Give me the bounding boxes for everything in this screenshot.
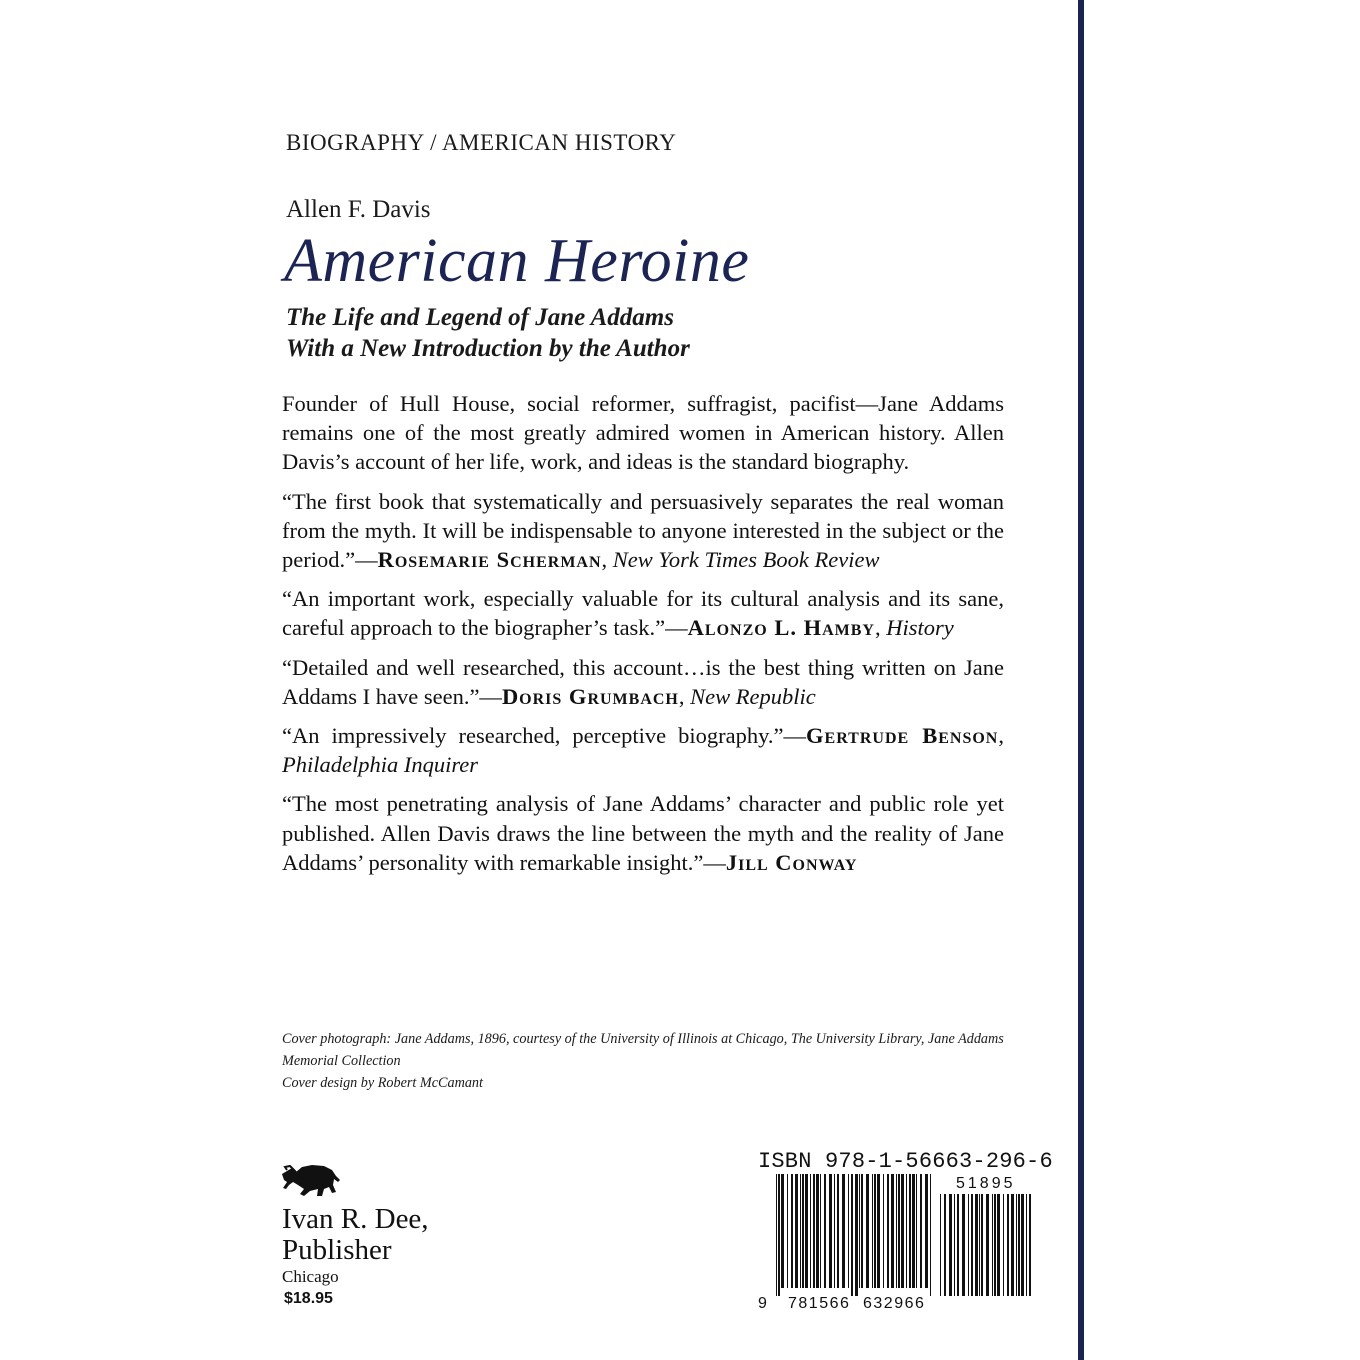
barcode-bar [997,1194,1000,1296]
review-source: History [886,615,954,641]
reviewer-name: Jill Conway [725,849,858,875]
barcode-bar [975,1194,978,1296]
price-label: $18.95 [284,1290,333,1307]
barcode-bar [829,1174,832,1288]
reviewer-name: Doris Grumbach [501,683,679,709]
barcode-bar [949,1194,952,1296]
elephant-icon [278,1158,342,1200]
barcode-bar [776,1174,777,1296]
category-label: BIOGRAPHY / AMERICAN HISTORY [286,130,677,155]
barcode-bar [781,1174,784,1288]
barcode-bar [1018,1194,1020,1296]
publisher-line-1: Ivan R. Dee, [282,1203,429,1235]
isbn-label: ISBN 978-1-56663-296-6 [758,1149,1053,1174]
review-quote: “An impressively researched, perceptive biography.”—Gertrude Benson, Philadelphia Inquirer [282,723,1004,778]
barcode-bar [891,1174,894,1288]
barcode-bar [1011,1194,1014,1296]
reviewer-name: Gertrude Benson [806,723,999,749]
barcode-bar [837,1174,839,1288]
barcode-bar [866,1174,869,1288]
barcode-bar [901,1174,904,1288]
barcode-bar [887,1174,889,1288]
review-source: Philadelphia Inquirer [282,752,479,778]
barcode-bar [791,1174,793,1288]
barcode-bar [906,1174,907,1288]
book-subtitle [286,302,690,364]
barcode-bar [986,1194,989,1296]
barcode-bar [971,1194,973,1296]
publisher-line-2: Publisher [282,1234,392,1266]
barcode-bar [802,1174,804,1288]
barcode-bar [855,1174,858,1296]
barcode-bar [962,1194,965,1296]
barcode-bar [805,1174,808,1288]
barcode-bar [820,1174,821,1288]
barcode-bar [1007,1194,1009,1296]
price-addon-digits: 51895 [956,1175,1016,1192]
barcode-bar [898,1174,900,1288]
barcode-bar [872,1174,873,1288]
review-quote: “An important work, especially valuable for its cultural analysis and its sane, careful approach to the biographer’s task.”—Alonzo L. Hamby, History [282,586,1004,641]
reviewer-name: Alonzo L. Hamby [687,615,875,641]
barcode-bar [874,1174,876,1288]
barcode-bar [1003,1194,1004,1296]
book-title: American Heroine [284,227,750,295]
barcode-bar [920,1174,922,1288]
barcode-bar [925,1174,928,1288]
barcode-bar [834,1174,835,1288]
barcode-bar [861,1174,863,1288]
barcode-bar [816,1174,819,1288]
barcode-bar [795,1174,798,1288]
barcode-bar [909,1174,911,1288]
publisher-name [282,1204,429,1266]
barcode-bar [957,1194,959,1296]
cover-credits [282,1028,1012,1094]
barcode-bar [912,1174,915,1288]
review-text: “An impressively researched, perceptive biography.”— [282,723,807,749]
back-cover-copy [282,389,1004,887]
barcode-bar [848,1174,849,1288]
design-credit: Cover design by Robert McCamant [282,1075,483,1091]
barcode-bar [859,1174,860,1288]
barcode-bar [824,1174,826,1288]
barcode-bar [800,1174,801,1288]
ean-first-digit: 9 [758,1295,767,1310]
barcode-bar [992,1194,993,1296]
barcode-bar [954,1194,955,1296]
description-paragraph: Founder of Hull House, social reformer, suffragist, pacifist—Jane Addams remains one of the most greatly admired women in American history. Allen Davis’s account of her life, work, and ideas is the standard biography. [282,391,1004,475]
barcode-bar [851,1174,853,1296]
subtitle-line-1: The Life and Legend of Jane Addams [286,304,674,331]
barcode-bar [1016,1194,1017,1296]
barcode [758,1170,1033,1310]
author-name: Allen F. Davis [286,196,431,223]
barcode-bar [930,1174,931,1296]
barcode-bar [883,1174,884,1288]
reviewer-name: Rosemarie Scherman [377,547,602,573]
barcode-bar [968,1194,969,1296]
price-addon-bars [940,1194,1031,1296]
subtitle-line-2: With a New Introduction by the Author [286,335,690,362]
barcode-bar [940,1194,941,1296]
barcode-bar [787,1174,788,1288]
barcode-bar [916,1174,917,1288]
barcode-bar [1026,1194,1027,1296]
review-quote: “Detailed and well researched, this account…is the best thing written on Jane Addams I have seen.”—Doris Grumbach, New Republic [282,654,1004,709]
publisher-city: Chicago [282,1267,339,1286]
review-text: “An important work, especially valuable for its cultural analysis and its sane, careful approach to the biographer’s task.”— [282,586,1004,641]
review-source: New York Times Book Review [612,547,880,573]
barcode-bar [981,1194,983,1296]
review-text: “The first book that systematically and persuasively separates the real woman from the myth. It will be indispensable to anyone interested in the subject or the period.”— [282,488,1004,573]
barcode-bar [813,1174,815,1288]
barcode-bar [979,1194,980,1296]
spine-edge-rule [1078,0,1084,1360]
barcode-bar [994,1194,996,1296]
ean-barcode-bars [776,1174,931,1296]
barcode-bar [877,1174,880,1288]
barcode-bar [778,1174,780,1296]
barcode-bar [1021,1194,1024,1296]
review-source: New Republic [690,683,816,709]
review-quote [282,789,1004,877]
review-text: “Detailed and well researched, this account…is the best thing written on Jane Addams I have seen.”— [282,654,1004,709]
barcode-bar [944,1194,946,1296]
ean-right-digits: 632966 [863,1295,926,1310]
ean-left-digits: 781566 [788,1295,851,1310]
barcode-bar [810,1174,811,1288]
review-quote: “The first book that systematically and persuasively separates the real woman from the myth. It will be indispensable to anyone interested in the subject or the period.”—Rosemarie Scherman, New York Times Book Review [282,488,1004,573]
barcode-bar [1029,1194,1031,1296]
photo-credit: Cover photograph: Jane Addams, 1896, courtesy of the University of Illinois at Chicago, The University Library, Jane Addams Memorial Collection [282,1031,1004,1069]
review-text: “The most penetrating analysis of Jane Addams’ character and public role yet published. Allen Davis draws the line between the myth and the reality of Jane Addams’ personality with remarkable insight.”— [282,791,1004,875]
barcode-bar [896,1174,897,1288]
barcode-bar [842,1174,845,1288]
